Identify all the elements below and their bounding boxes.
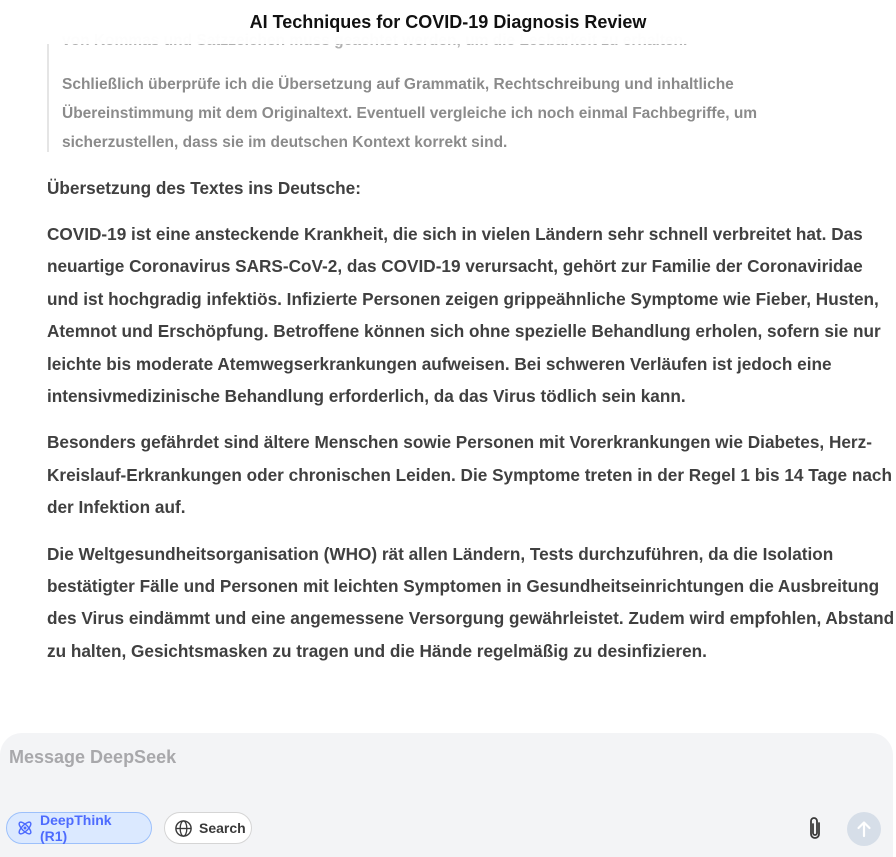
attach-file-button[interactable] bbox=[802, 815, 828, 843]
answer-paragraph: Besonders gefährdet sind ältere Menschen sowie Personen mit Vorerkrankungen wie Diabetes, Herz-Kreislauf-Erkrankungen oder chronischen Leiden. Die Symptome treten in der Regel 1 bis 14 Tage nach der Infektion auf. bbox=[47, 432, 892, 518]
search-toggle-button[interactable] bbox=[164, 812, 252, 844]
search-label: Search bbox=[199, 820, 246, 836]
message-input[interactable]: Message DeepSeek bbox=[9, 747, 177, 767]
message-composer bbox=[0, 733, 893, 857]
send-button[interactable] bbox=[847, 812, 881, 846]
atom-icon bbox=[16, 819, 34, 837]
paperclip-icon bbox=[804, 816, 826, 842]
globe-icon bbox=[174, 819, 193, 838]
answer-paragraph: COVID-19 ist eine ansteckende Krankheit, die sich in vielen Ländern sehr schnell verbreitet hat. Das neuartige Coronavirus SARS-CoV-2, das COVID-19 verursacht, gehört zur Familie der Coronaviridae und ist hochgradig infektiös. Infizierte Personen zeigen grippeähnliche Symptome wie Fieber, Husten, Atemnot und Erschöpfung. Betroffene können sich ohne spezielle Behandlung erholen, sofern sie nur leichte bis moderate Atemwegserkrankungen aufweisen. Bei schweren Verläufen ist jedoch eine intensivmedizinische Behandlung erforderlich, da das Virus tödlich sein kann. bbox=[47, 224, 881, 407]
deepthink-toggle-button[interactable] bbox=[6, 812, 152, 844]
thinking-paragraph: Schließlich überprüfe ich die Übersetzung auf Grammatik, Rechtschreibung und inhaltliche Übereinstimmung mit dem Originaltext. Eventuell vergleiche ich noch einmal Fachbegriffe, um sicherzustellen, dass sie im deutschen Kontext korrekt sind. bbox=[62, 76, 758, 151]
assistant-message bbox=[47, 172, 896, 681]
deepthink-label: DeepThink (R1) bbox=[40, 812, 112, 844]
chat-title: AI Techniques for COVID-19 Diagnosis Review bbox=[0, 0, 896, 44]
answer-heading: Übersetzung des Textes ins Deutsche: bbox=[47, 178, 361, 198]
arrow-up-icon bbox=[856, 820, 872, 838]
answer-paragraph: Die Weltgesundheitsorganisation (WHO) rät allen Ländern, Tests durchzuführen, da die Isolation bestätigter Fälle und Personen mit leichten Symptomen in Gesundheitseinrichtungen die Ausbreitung des Virus eindämmt und eine angemessene Versorgung gewährleistet. Zudem wird empfohlen, Abstand zu halten, Gesichtsmasken zu tragen und die Hände regelmäßig zu desinfizieren. bbox=[47, 543, 895, 661]
